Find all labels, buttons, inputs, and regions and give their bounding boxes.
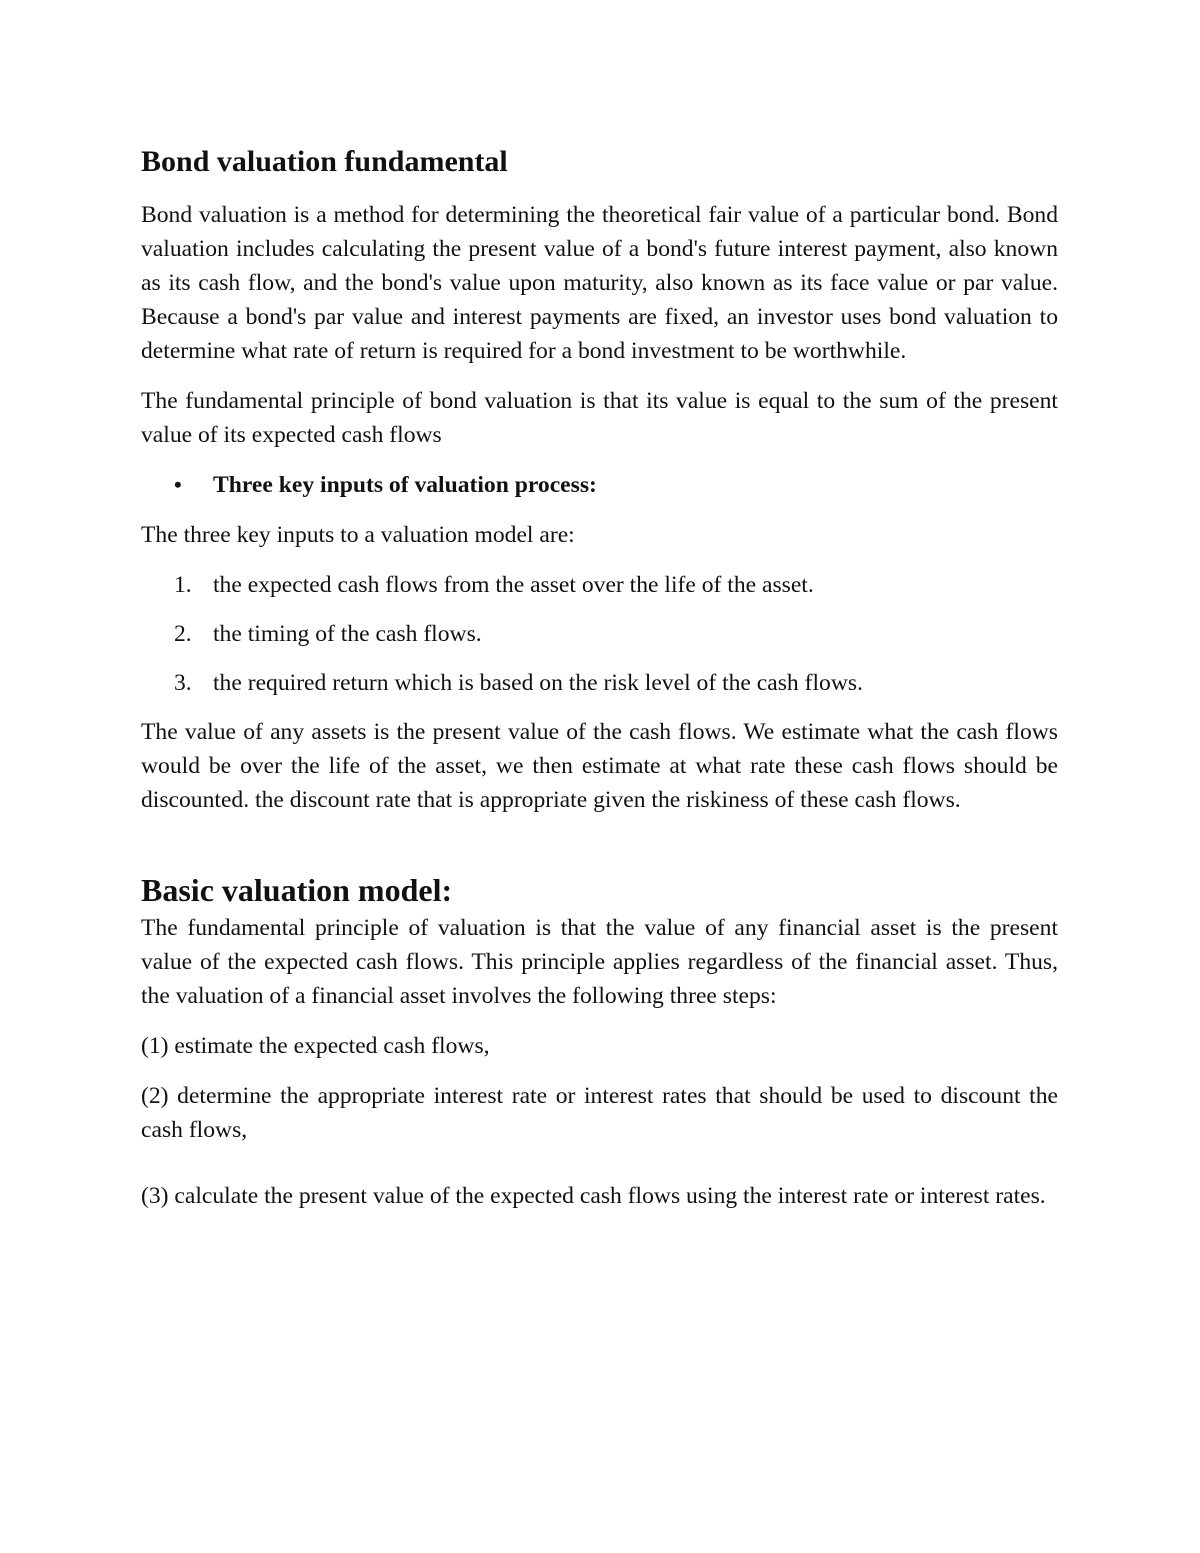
list-text: the expected cash flows from the asset over the life of the asset. (213, 572, 814, 598)
bullet-text: Three key inputs of valuation process: (213, 472, 597, 498)
document-content (141, 142, 1058, 1229)
paragraph-bond-valuation-definition: Bond valuation is a method for determining the theoretical fair value of a particular bond. Bond valuation includes calculating the present value of a bond's future interest payment, also known as its cash flow, and the bond's value upon maturity, also known as its face value or par value. Because a bond's par value and interest payments are fixed, an investor uses bond valuation to determine what rate of return is required for a bond investment to be worthwhile. (141, 202, 1058, 364)
list-item (141, 617, 1058, 651)
section-heading-bond-valuation: Bond valuation fundamental (141, 145, 508, 178)
section-heading-basic-valuation-model: Basic valuation model: (141, 872, 453, 908)
paragraph-fundamental-principle: The fundamental principle of bond valuation is that its value is equal to the sum of the present value of its expected cash flows (141, 388, 1058, 448)
paragraph-value-of-assets: The value of any assets is the present value of the cash flows. We estimate what the cash flows would be over the life of the asset, we then estimate at what rate these cash flows should be discounted. the discount rate that is appropriate given the riskiness of these cash flows. (141, 719, 1058, 813)
list-intro: The three key inputs to a valuation model are: (141, 522, 575, 548)
list-text: the timing of the cash flows. (213, 621, 482, 647)
list-number: 3. (174, 670, 192, 696)
list-number: 1. (174, 572, 192, 598)
bullet-icon: • (174, 472, 182, 497)
list-item (141, 666, 1058, 700)
step-3: (3) calculate the present value of the expected cash flows using the interest rate or interest rates. (141, 1183, 1046, 1209)
list-text: the required return which is based on the risk level of the cash flows. (213, 670, 863, 696)
step-2: (2) determine the appropriate interest rate or interest rates that should be used to discount the cash flows, (141, 1083, 1058, 1143)
step-1: (1) estimate the expected cash flows, (141, 1033, 490, 1059)
paragraph-valuation-principle: The fundamental principle of valuation is that the value of any financial asset is the present value of the expected cash flows. This principle applies regardless of the financial asset. Thus, the valuation of a financial asset involves the following three steps: (141, 915, 1058, 1009)
list-number: 2. (174, 621, 192, 647)
list-item (141, 568, 1058, 602)
bullet-item (141, 468, 1058, 502)
